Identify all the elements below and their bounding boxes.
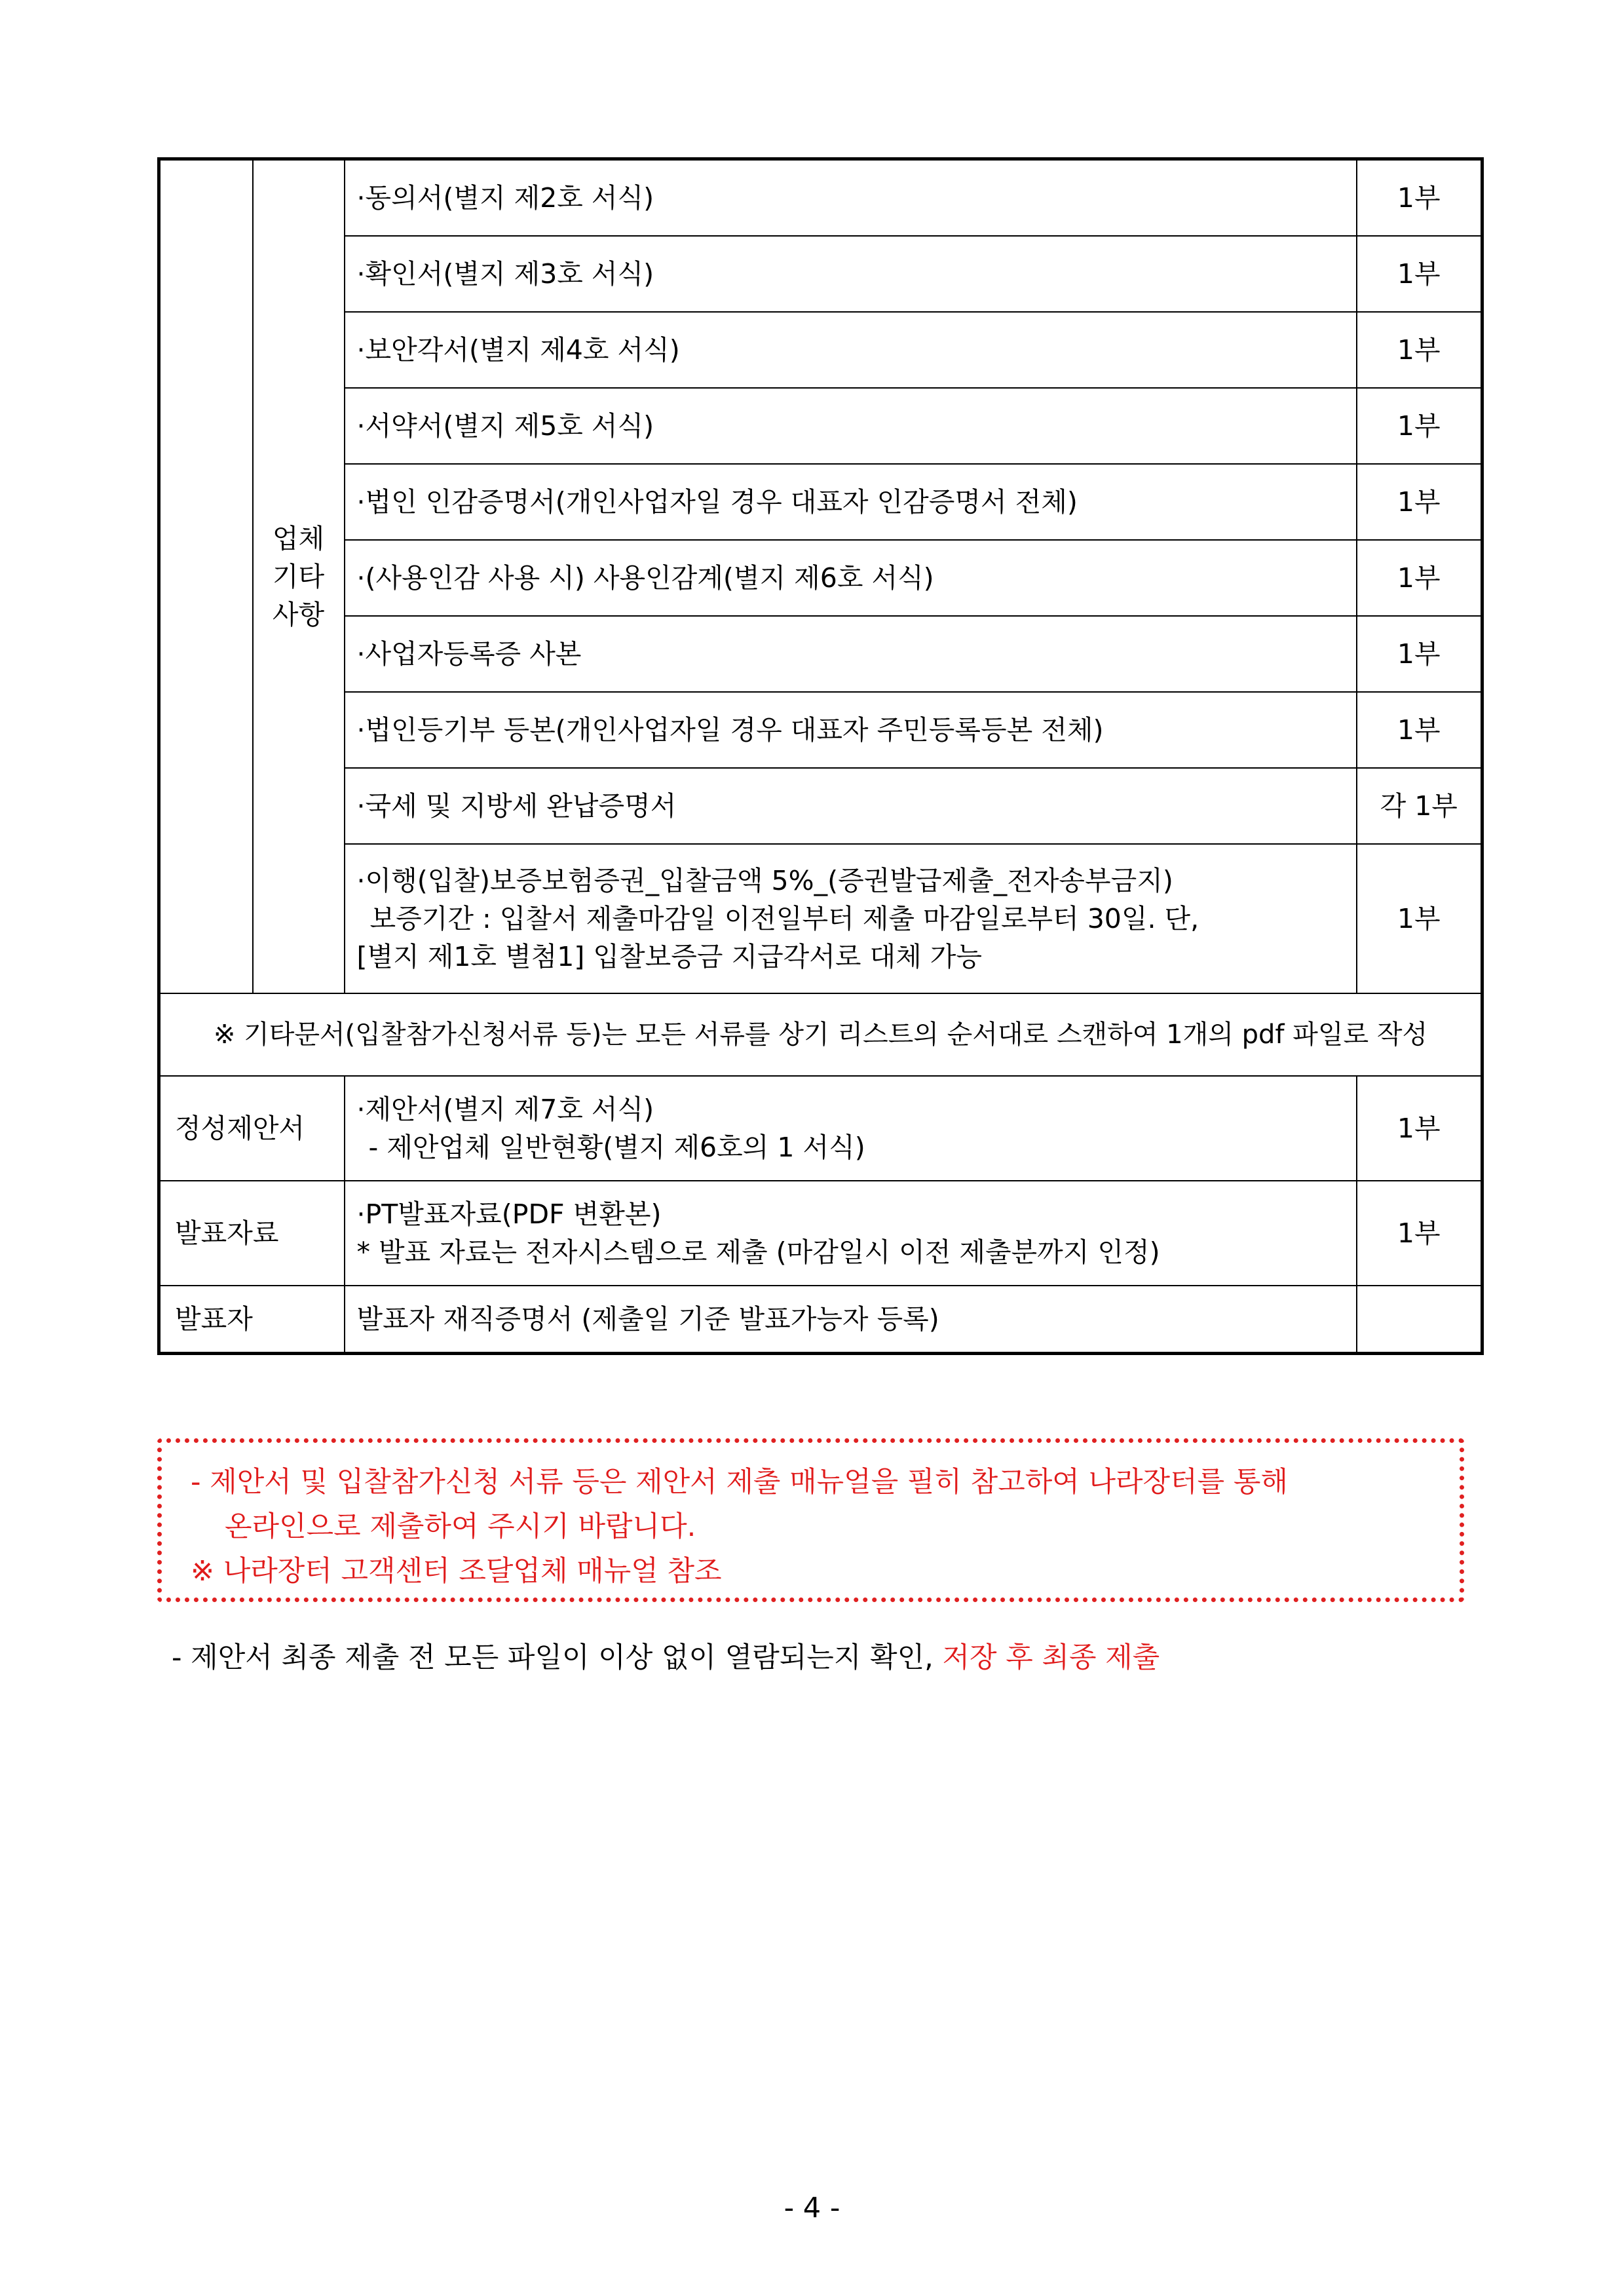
item-qty: 1부 bbox=[1357, 616, 1482, 692]
notice-line-3: ※ 나라장터 고객센터 조달업체 매뉴얼 참조 bbox=[191, 1555, 722, 1588]
bond-cell bbox=[345, 844, 1357, 993]
item-text: ·서약서(별지 제5호 서식) bbox=[345, 388, 1357, 464]
table-row bbox=[159, 616, 1482, 692]
item-qty: 1부 bbox=[1357, 312, 1482, 388]
proposal-line-2: - 제안업체 일반현황(별지 제6호의 1 서식) bbox=[368, 1132, 865, 1163]
item-qty: 1부 bbox=[1357, 388, 1482, 464]
table-row bbox=[159, 692, 1482, 768]
notice-line-2: 온라인으로 제출하여 주시기 바랍니다. bbox=[225, 1510, 696, 1543]
page-number: - 4 - bbox=[784, 2192, 840, 2225]
proposal-cell bbox=[345, 1076, 1357, 1181]
item-text: ·사업자등록증 사본 bbox=[345, 616, 1357, 692]
category-inner-cell bbox=[253, 159, 345, 994]
item-text: ·(사용인감 사용 시) 사용인감계(별지 제6호 서식) bbox=[345, 540, 1357, 616]
bond-line-2: 보증기간 : 입찰서 제출마감일 이전일부터 제출 마감일로부터 30일. 단, bbox=[369, 903, 1199, 934]
category-outer-cell bbox=[159, 159, 253, 994]
table-row bbox=[159, 388, 1482, 464]
presentation-line-2: * 발표 자료는 전자시스템으로 제출 (마감일시 이전 제출분까지 인정) bbox=[356, 1236, 1160, 1268]
submission-documents-table bbox=[157, 157, 1484, 1355]
table-row bbox=[159, 312, 1482, 388]
presentation-cell bbox=[345, 1181, 1357, 1286]
table-row bbox=[159, 159, 1482, 237]
table-row bbox=[159, 236, 1482, 312]
notice-line-1: - 제안서 및 입찰참가신청 서류 등은 제안서 제출 매뉴얼을 필히 참고하여 나라장터를 통해 bbox=[191, 1466, 1288, 1499]
presentation-line-1: ·PT발표자료(PDF 변환본) bbox=[356, 1198, 662, 1230]
item-qty: 1부 bbox=[1357, 236, 1482, 312]
table-row-presentation bbox=[159, 1181, 1482, 1286]
table-note: ※ 기타문서(입찰참가신청서류 등)는 모든 서류를 상기 리스트의 순서대로 스캔하여 1개의 pdf 파일로 작성 bbox=[159, 993, 1482, 1076]
item-text: ·보안각서(별지 제4호 서식) bbox=[345, 312, 1357, 388]
proposal-label: 정성제안서 bbox=[159, 1076, 345, 1181]
presenter-label: 발표자 bbox=[159, 1286, 345, 1354]
table-row bbox=[159, 540, 1482, 616]
item-qty: 각 1부 bbox=[1357, 768, 1482, 844]
item-qty: 1부 bbox=[1357, 464, 1482, 540]
item-qty: 1부 bbox=[1357, 692, 1482, 768]
table-row-proposal bbox=[159, 1076, 1482, 1181]
proposal-line-1: ·제안서(별지 제7호 서식) bbox=[356, 1094, 654, 1125]
submission-notice-box bbox=[157, 1438, 1464, 1602]
table-row bbox=[159, 768, 1482, 844]
group-label: 업체 기타 사항 bbox=[272, 523, 325, 630]
table-row-bond bbox=[159, 844, 1482, 993]
bond-line-1: ·이행(입찰)보증보험증권_입찰금액 5%_(증권발급제출_전자송부금지) bbox=[356, 865, 1173, 896]
item-text: ·국세 및 지방세 완납증명서 bbox=[345, 768, 1357, 844]
item-text: ·확인서(별지 제3호 서식) bbox=[345, 236, 1357, 312]
item-text: ·동의서(별지 제2호 서식) bbox=[345, 159, 1357, 237]
bond-qty: 1부 bbox=[1357, 844, 1482, 993]
item-qty: 1부 bbox=[1357, 159, 1482, 237]
proposal-qty: 1부 bbox=[1357, 1076, 1482, 1181]
presenter-qty bbox=[1357, 1286, 1482, 1354]
final-check-line bbox=[172, 1638, 1160, 1677]
presentation-label: 발표자료 bbox=[159, 1181, 345, 1286]
final-check-highlight: 저장 후 최종 제출 bbox=[942, 1641, 1160, 1674]
table-row-presenter bbox=[159, 1286, 1482, 1354]
item-text: ·법인등기부 등본(개인사업자일 경우 대표자 주민등록등본 전체) bbox=[345, 692, 1357, 768]
bond-line-3: [별지 제1호 별첨1] 입찰보증금 지급각서로 대체 가능 bbox=[356, 941, 982, 972]
final-check-text: - 제안서 최종 제출 전 모든 파일이 이상 없이 열람되는지 확인, bbox=[172, 1641, 943, 1674]
presenter-text: 발표자 재직증명서 (제출일 기준 발표가능자 등록) bbox=[345, 1286, 1357, 1354]
table-note-row bbox=[159, 993, 1482, 1076]
item-qty: 1부 bbox=[1357, 540, 1482, 616]
table-row bbox=[159, 464, 1482, 540]
presentation-qty: 1부 bbox=[1357, 1181, 1482, 1286]
item-text: ·법인 인감증명서(개인사업자일 경우 대표자 인감증명서 전체) bbox=[345, 464, 1357, 540]
